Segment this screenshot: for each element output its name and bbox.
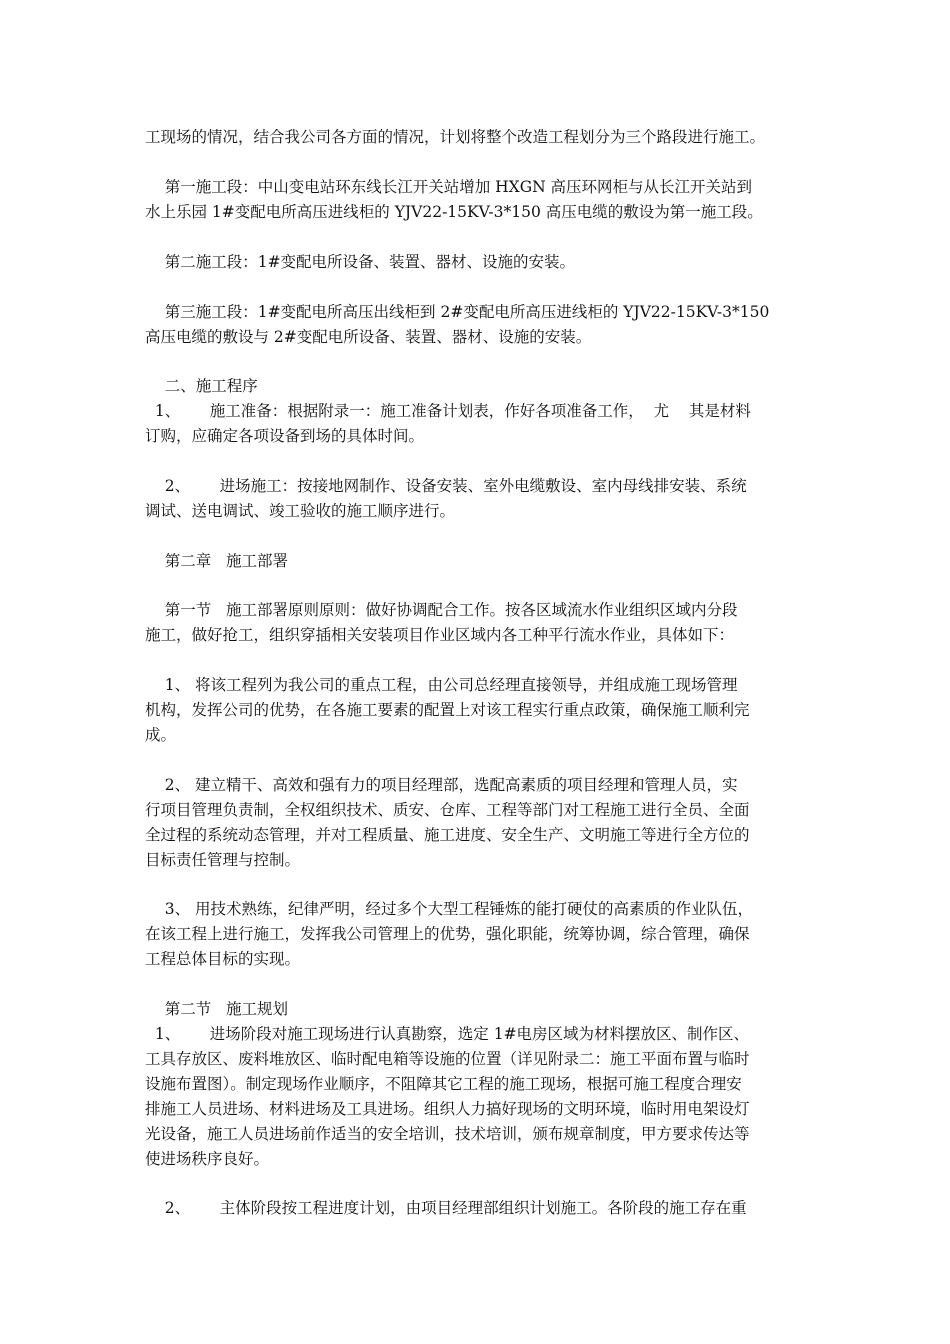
- text-line: 2、 进场施工：按接地网制作、设备安装、室外电缆敷设、室内母线排安装、系统: [145, 477, 747, 495]
- text-line: 行项目管理负责制，全权组织技术、质安、仓库、工程等部门对工程施工进行全员、全面: [145, 801, 750, 819]
- text-line: 3、 用技术熟练，纪律严明，经过多个大型工程锤炼的能打硬仗的高素质的作业队伍，: [145, 900, 753, 918]
- text-line: 在该工程上进行施工，发挥我公司管理上的优势，强化职能，统筹协调，综合管理，确保: [145, 925, 750, 943]
- text-line: 第二施工段：1#变配电所设备、装置、器材、设施的安装。: [145, 253, 576, 271]
- chapter-heading: 第二章 施工部署: [145, 552, 288, 570]
- text-line: 设施布置图）。制定现场作业顺序，不阻障其它工程的施工现场，根据可施工程度合理安: [145, 1075, 742, 1093]
- text-line: 水上乐园 1#变配电所高压进线柜的 YJV22-15KV-3*150 高压电缆的敷设为第一施工段。: [145, 203, 763, 221]
- text-line: 第三施工段：1#变配电所高压出线柜到 2#变配电所高压进线柜的 YJV22-15KV-3*150: [145, 303, 770, 321]
- text-line: 高压电缆的敷设与 2#变配电所设备、装置、器材、设施的安装。: [145, 328, 592, 346]
- text-line: 1、 将该工程列为我公司的重点工程，由公司总经理直接领导，并组成施工现场管理: [145, 676, 738, 694]
- text-line: 光设备，施工人员进场前作适当的安全培训，技术培训，颁布规章制度，甲方要求传达等: [145, 1125, 750, 1143]
- section-heading: 二、施工程序: [145, 377, 258, 395]
- text-line: 2、 建立精干、高效和强有力的项目经理部，选配高素质的项目经理和管理人员，实: [145, 776, 738, 794]
- text-line: 调试、送电调试、竣工验收的施工顺序进行。: [145, 502, 456, 520]
- text-line: 排施工人员进场、材料进场及工具进场。组织人力搞好现场的文明环境，临时用电架设灯: [145, 1100, 750, 1118]
- text-line: 机构，发挥公司的优势，在各施工要素的配置上对该工程实行重点政策，确保施工顺利完: [145, 701, 750, 719]
- text-line: 施工，做好抢工，组织穿插相关安装项目作业区域内各工种平行流水作业，具体如下：: [145, 626, 735, 644]
- text-line: 2、 主体阶段按工程进度计划，由项目经理部组织计划施工。各阶段的施工存在重: [145, 1199, 747, 1217]
- text-line: 成。: [145, 726, 177, 744]
- text-line: 使进场秩序良好。: [145, 1150, 270, 1168]
- text-line: 目标责任管理与控制。: [145, 851, 301, 869]
- text-line: 工程总体目标的实现。: [145, 950, 301, 968]
- section-heading: 第二节 施工规划: [145, 1000, 288, 1018]
- text-line: 1、 施工准备：根据附录一：施工准备计划表，作好各项准备工作， 尤 其是材料: [145, 402, 751, 420]
- text-line: 全过程的系统动态管理，并对工程质量、施工进度、安全生产、文明施工等进行全方位的: [145, 826, 750, 844]
- text-line: 订购，应确定各项设备到场的具体时间。: [145, 427, 425, 445]
- text-line: 第一施工段：中山变电站环东线长江开关站增加 HXGN 高压环网柜与从长江开关站到: [145, 178, 753, 196]
- text-line: 1、 进场阶段对施工现场进行认真勘察，选定 1#电房区域为材料摆放区、制作区、: [145, 1025, 750, 1043]
- text-line: 工现场的情况，结合我公司各方面的情况，计划将整个改造工程划分为三个路段进行施工。: [145, 128, 766, 146]
- text-line: 第一节 施工部署原则原则：做好协调配合工作。按各区域流水作业组织区域内分段: [145, 601, 738, 619]
- text-line: 工具存放区、废料堆放区、临时配电箱等设施的位置（详见附录二：施工平面布置与临时: [145, 1050, 750, 1068]
